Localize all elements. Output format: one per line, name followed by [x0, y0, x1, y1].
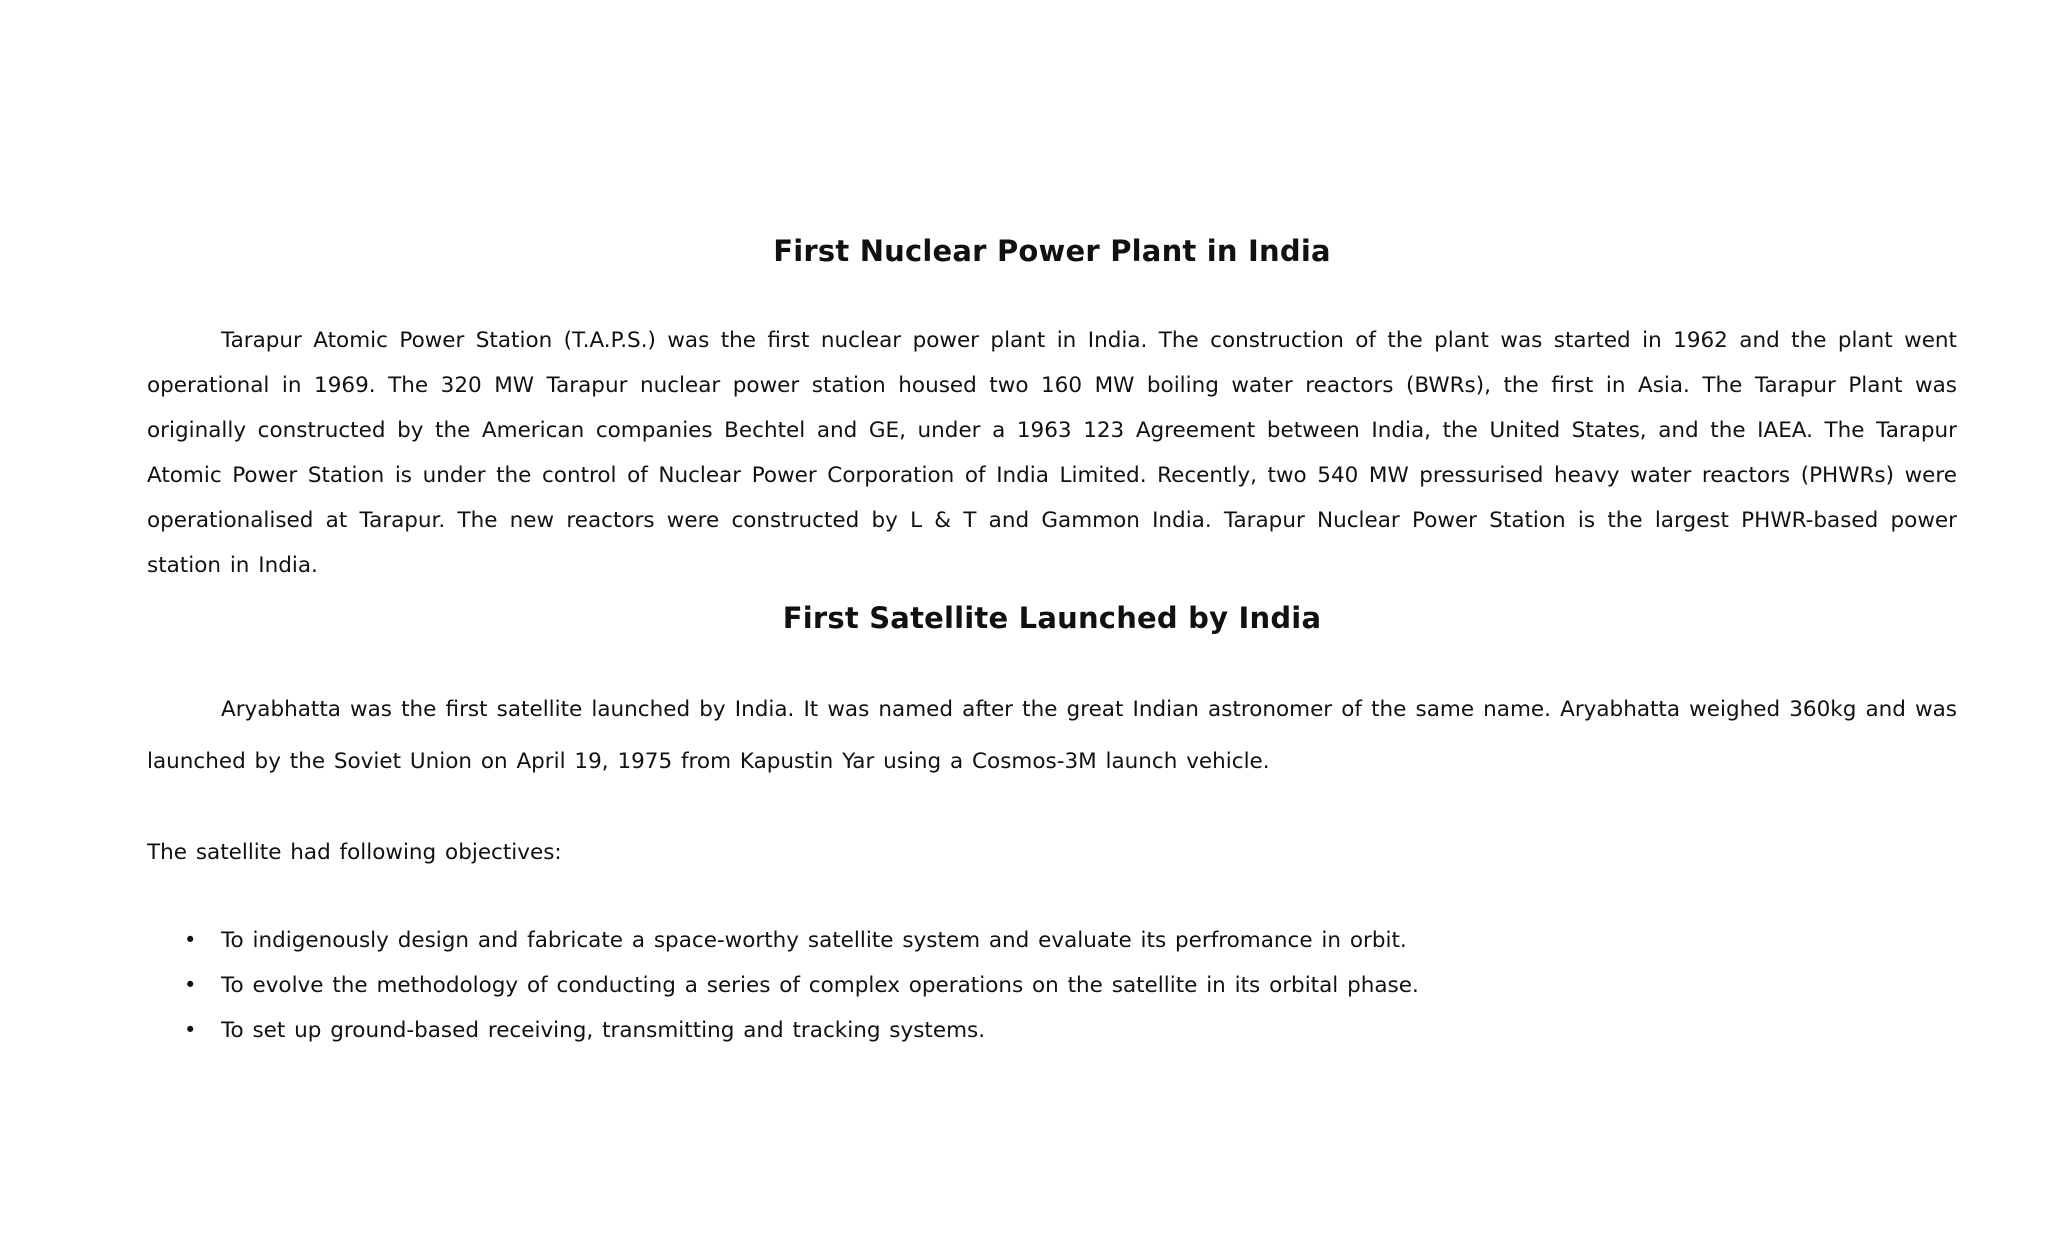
- bullet-icon: •: [184, 1018, 197, 1042]
- section-title-first-satellite: First Satellite Launched by India: [782, 601, 1322, 635]
- section-title-nuclear-plant: First Nuclear Power Plant in India: [773, 234, 1331, 268]
- objectives-list: [147, 918, 1419, 1053]
- bullet-icon: •: [184, 928, 197, 952]
- objective-text: To set up ground-based receiving, transmitting and tracking systems.: [221, 1018, 986, 1043]
- list-item: [147, 963, 1419, 1008]
- bullet-icon: •: [184, 973, 197, 997]
- objective-text: To indigenously design and fabricate a space-worthy satellite system and evaluate its perfromance in orbit.: [221, 928, 1407, 953]
- objectives-intro: The satellite had following objectives:: [147, 840, 562, 865]
- list-item: [147, 1008, 1419, 1053]
- paragraph-first-satellite: Aryabhatta was the first satellite launched by India. It was named after the great Indian astronomer of the same name. Aryabhatta weighed 360kg and was launched by the Soviet Union on April 19, 1975 from Kapustin Yar using a Cosmos-3M launch vehicle.: [147, 697, 1957, 774]
- list-item: [147, 918, 1419, 963]
- paragraph-nuclear-plant: Tarapur Atomic Power Station (T.A.P.S.) was the first nuclear power plant in India. The construction of the plant was started in 1962 and the plant went operational in 1969. The 320 MW Tarapur nuclear power station housed two 160 MW boiling water reactors (BWRs), the first in Asia. The Tarapur Plant was originally constructed by the American companies Bechtel and GE, under a 1963 123 Agreement between India, the United States, and the IAEA. The Tarapur Atomic Power Station is under the control of Nuclear Power Corporation of India Limited. Recently, two 540 MW pressurised heavy water reactors (PHWRs) were operationalised at Tarapur. The new reactors were constructed by L & T and Gammon India. Tarapur Nuclear Power Station is the largest PHWR-based power station in India.: [147, 328, 1957, 578]
- objective-text: To evolve the methodology of conducting a series of complex operations on the satellite in its orbital phase.: [221, 973, 1419, 998]
